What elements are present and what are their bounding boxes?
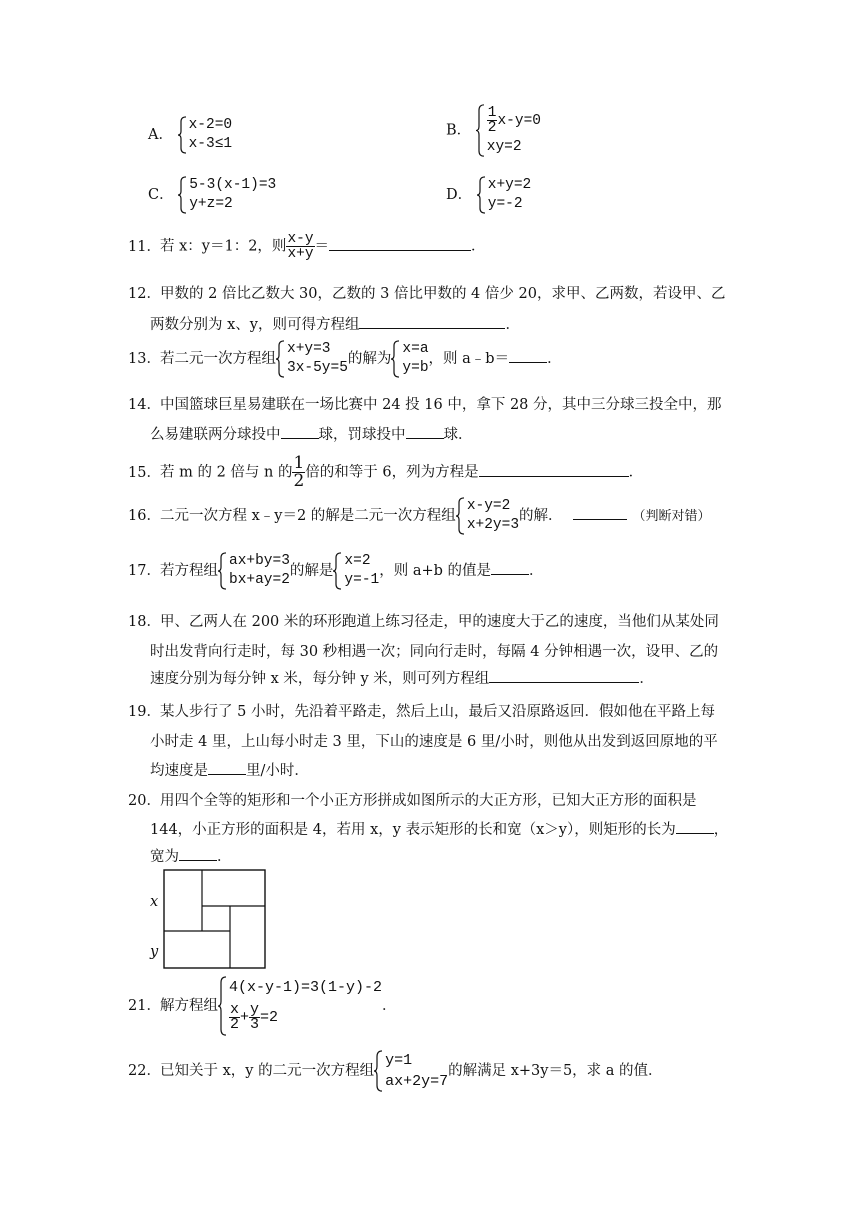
question-12: 12．甲数的 2 倍比乙数大 30，乙数的 3 倍比甲数的 4 倍少 20，求甲、乙两数，若设甲、乙 (128, 286, 726, 302)
fraction: $\frac{x}{2}$ (230, 1000, 240, 1033)
question-20: 20．用四个全等的矩形和一个小正方形拼成如图所示的大正方形，已知大正方形的面积是 (128, 793, 697, 809)
answer-blank[interactable] (329, 235, 471, 251)
question-13: 13．若二元一次方程组 x+y=3 3x-5y=5 的解为 x=a y=b ，则 a﹣b＝ ． (128, 341, 562, 376)
question-20-line3: 宽为 ． (150, 845, 232, 866)
equation-system: x+y=3 3x-5y=5 (276, 340, 348, 378)
equation-system: y=1 ax+2y=7 (374, 1050, 448, 1092)
answer-blank[interactable] (489, 667, 639, 683)
figure-svg (144, 868, 268, 970)
q10-option-c: C． 5-3(x-1)=3 y+z=2 (148, 177, 277, 212)
answer-blank[interactable] (676, 818, 714, 834)
fraction: $\frac{1}{2}$ (487, 104, 497, 136)
q10-option-b: B． $\frac{1}{2}$ x-y=0 xy=2 (446, 104, 541, 155)
question-22: 22．已知关于 x，y 的二元一次方程组 y=1 ax+2y=7 的解满足 x+3y＝5，求 a 的值． (128, 1052, 663, 1090)
answer-blank[interactable] (208, 759, 246, 775)
figure-label-x: x (150, 894, 159, 910)
question-17: 17．若方程组 ax+by=3 bx+ay=2 的解是 x=2 y=-1 ，则 a+b 的值是 ． (128, 553, 544, 588)
q10-option-a: A． x-2=0 x-3≤1 (148, 117, 233, 152)
question-12-line2: 两数分别为 x、y，则可得方程组 ． (150, 313, 520, 334)
question-11: 11．若 x：y＝1：2，则 $\frac{x-y}{x+y}$ ＝ ． (128, 231, 486, 262)
answer-blank[interactable] (281, 423, 319, 439)
answer-blank[interactable] (509, 347, 547, 363)
fraction: $\frac{x-y}{x+y}$ (287, 231, 314, 262)
question-19-line3: 均速度是 里/小时． (150, 759, 309, 780)
question-19-line2: 小时走 4 里，上山每小时走 3 里，下山的速度是 6 里/小时，则他从出发到返回原地的平 (150, 734, 718, 750)
question-18-line2: 时出发背向行走时，每 30 秒相遇一次；同向行走时，每隔 4 分钟相遇一次，设甲、乙的 (150, 644, 719, 660)
answer-blank[interactable] (573, 504, 627, 520)
answer-blank[interactable] (491, 559, 529, 575)
answer-blank[interactable] (406, 423, 444, 439)
answer-blank[interactable] (359, 313, 505, 329)
equation-system: 5-3(x-1)=3 y+z=2 (178, 176, 276, 214)
question-18-line3: 速度分别为每分钟 x 米，每分钟 y 米，则可列方程组 ． (150, 667, 654, 688)
rectangle-square-figure (144, 868, 268, 970)
figure-label-y: y (150, 944, 159, 960)
equation-system: x=2 y=-1 (333, 552, 379, 590)
question-16: 16．二元一次方程 x﹣y＝2 的解是二元一次方程组 x-y=2 x+2y=3 的解． （判断对错） (128, 498, 711, 533)
question-20-line2: 144，小正方形的面积是 4，若用 x，y 表示矩形的长和宽（x＞y），则矩形的长为 ， (150, 818, 728, 839)
equation-system: ax+by=3 bx+ay=2 (218, 552, 290, 590)
equation-system: 4(x-y-1)=3(1-y)-2 $\frac{x}{2}$ + $\frac{y}{3}$ =2 (218, 976, 382, 1036)
equation-system: x=a y=b (391, 340, 428, 378)
question-14: 14．中国篮球巨星易建联在一场比赛中 24 投 16 中，拿下 28 分，其中三分球三投全中，那 (128, 397, 722, 413)
fraction: $\frac{y}{3}$ (250, 1000, 260, 1033)
equation-system: $\frac{1}{2}$ x-y=0 xy=2 (476, 104, 541, 157)
equation-system: x-y=2 x+2y=3 (456, 497, 519, 535)
equation-system: x+y=2 y=-2 (477, 176, 532, 214)
q10-option-d: D． x+y=2 y=-2 (446, 177, 532, 212)
fraction: $\frac{1}{2}$ (293, 453, 305, 491)
question-21: 21．解方程组 4(x-y-1)=3(1-y)-2 $\frac{x}{2}$ + $\frac{y}{3}$ =2 ． (128, 976, 397, 1036)
equation-system: x-2=0 x-3≤1 (178, 116, 233, 154)
question-15: 15．若 m 的 2 倍与 n 的 $\frac{1}{2}$ 倍的和等于 6，列为方程是 ． (128, 453, 644, 491)
question-18: 18．甲、乙两人在 200 米的环形跑道上练习径走，甲的速度大于乙的速度，当他们从某处同 (128, 614, 719, 630)
answer-blank[interactable] (479, 461, 629, 477)
question-14-line2: 么易建联两分球投中 球，罚球投中 球． (150, 423, 473, 444)
answer-blank[interactable] (179, 845, 217, 861)
question-19: 19．某人步行了 5 小时，先沿着平路走，然后上山，最后又沿原路返回．假如他在平路上每 (128, 704, 715, 720)
